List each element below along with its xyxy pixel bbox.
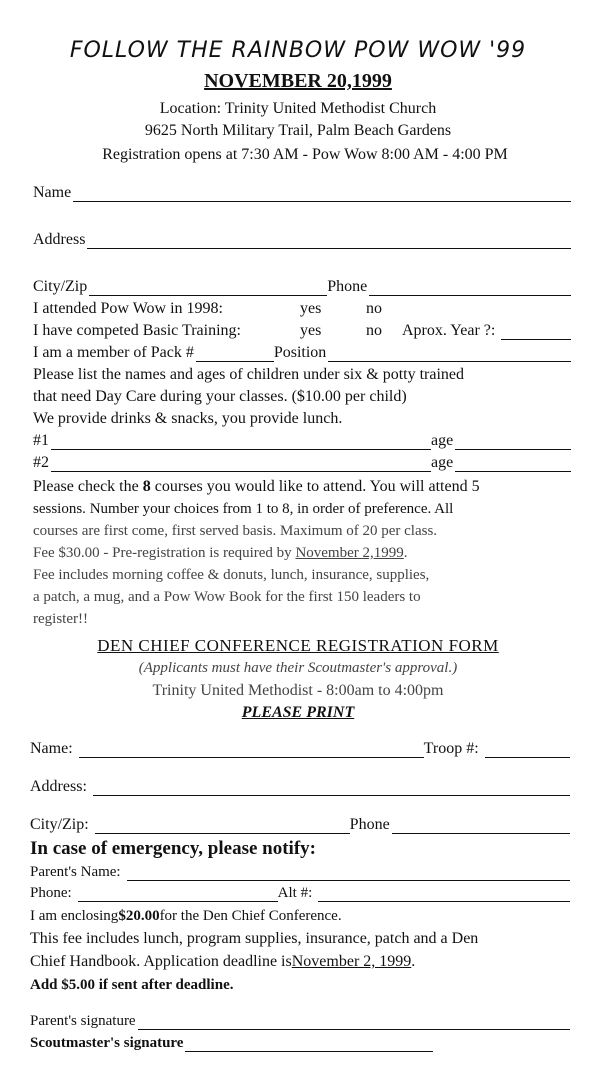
children-text-2: that need Day Care during your classes. ($10.00 per child) bbox=[33, 388, 407, 405]
courses-line-2: sessions. Number your choices from 1 to 8, in order of preference. All bbox=[33, 501, 454, 517]
drinks-text: We provide drinks & snacks, you provide lunch. bbox=[33, 410, 343, 427]
event-date: NOVEMBER 20,1999 bbox=[204, 70, 392, 92]
courses-line-7: register!! bbox=[33, 611, 88, 627]
basic-training-no[interactable]: no bbox=[366, 322, 382, 339]
city-zip-label: City/Zip bbox=[33, 278, 88, 295]
dc-phone2-field[interactable] bbox=[78, 887, 278, 902]
child1-age-label: age bbox=[431, 432, 454, 449]
alt-label: Alt #: bbox=[277, 885, 313, 901]
den-chief-place: Trinity United Methodist - 8:00am to 4:00pm bbox=[152, 682, 444, 699]
city-zip-field[interactable] bbox=[89, 281, 327, 296]
address-text: 9625 North Military Trail, Palm Beach Gardens bbox=[144, 122, 452, 139]
child2-label: #2 bbox=[33, 454, 49, 471]
dc-phone-field[interactable] bbox=[392, 819, 570, 834]
basic-training-label: I have competed Basic Training: bbox=[33, 322, 241, 339]
aprox-year-label: Aprox. Year ?: bbox=[402, 322, 496, 339]
troop-label: Troop #: bbox=[423, 740, 479, 757]
den-chief-title: DEN CHIEF CONFERENCE REGISTRATION FORM bbox=[97, 636, 499, 655]
child1-age-field[interactable] bbox=[455, 435, 571, 450]
pow-wow-form bbox=[33, 180, 571, 472]
dc-name-label: Name: bbox=[30, 740, 73, 757]
fee-text-2: Chief Handbook. Application deadline is November 2, 1999 . bbox=[30, 953, 416, 970]
parent-name-label: Parent's Name: bbox=[30, 864, 121, 880]
parent-signature-label: Parent's signature bbox=[30, 1013, 136, 1029]
child2-name-field[interactable] bbox=[51, 457, 431, 472]
times-text: Registration opens at 7:30 AM - Pow Wow 8:00 AM - 4:00 PM bbox=[102, 146, 508, 163]
dc-name-field[interactable] bbox=[79, 743, 424, 758]
name-label: Name bbox=[33, 184, 72, 201]
dc-address-label: Address: bbox=[30, 778, 87, 795]
name-field[interactable] bbox=[73, 187, 571, 202]
courses-line-1: Please check the 8 courses you would like to attend. You will attend 5 bbox=[33, 478, 480, 495]
dc-address-field[interactable] bbox=[93, 781, 570, 796]
alt-field[interactable] bbox=[318, 887, 570, 902]
dc-city-zip-label: City/Zip: bbox=[30, 816, 89, 833]
aprox-year-field[interactable] bbox=[501, 325, 571, 340]
courses-section bbox=[33, 476, 578, 630]
scoutmaster-signature-label: Scoutmaster's signature bbox=[30, 1035, 184, 1051]
courses-line-3: courses are first come, first served basis. Maximum of 20 per class. bbox=[33, 523, 438, 539]
phone-label: Phone bbox=[327, 278, 368, 295]
troop-field[interactable] bbox=[485, 743, 570, 758]
position-field[interactable] bbox=[328, 347, 571, 362]
approval-note: (Applicants must have their Scoutmaster's approval.) bbox=[138, 660, 458, 676]
child1-label: #1 bbox=[33, 432, 49, 449]
position-label: Position bbox=[273, 344, 327, 361]
courses-line-4: Fee $30.00 - Pre-registration is required by November 2,1999. bbox=[33, 545, 408, 561]
courses-line-5: Fee includes morning coffee & donuts, lunch, insurance, supplies, bbox=[33, 567, 430, 583]
pack-field[interactable] bbox=[196, 347, 274, 362]
dc-phone2-label: Phone: bbox=[30, 885, 72, 901]
parent-name-field[interactable] bbox=[127, 866, 570, 881]
attended-no[interactable]: no bbox=[366, 300, 382, 317]
child1-name-field[interactable] bbox=[51, 435, 431, 450]
pack-label: I am a member of Pack # bbox=[33, 344, 194, 361]
fee-text-1: This fee includes lunch, program supplies, insurance, patch and a Den bbox=[30, 930, 479, 947]
page-title: FOLLOW THE RAINBOW POW WOW '99 bbox=[69, 38, 527, 63]
parent-signature-field[interactable] bbox=[138, 1015, 570, 1030]
scoutmaster-signature-field[interactable] bbox=[185, 1037, 433, 1052]
location-text: Location: Trinity United Methodist Church bbox=[159, 100, 437, 117]
attended-yes[interactable]: yes bbox=[300, 300, 322, 317]
children-text-1: Please list the names and ages of children under six & potty trained bbox=[33, 366, 464, 383]
basic-training-yes[interactable]: yes bbox=[300, 322, 322, 339]
child2-age-field[interactable] bbox=[455, 457, 571, 472]
child2-age-label: age bbox=[431, 454, 454, 471]
courses-line-6: a patch, a mug, and a Pow Wow Book for the first 150 leaders to bbox=[33, 589, 421, 605]
please-print: PLEASE PRINT bbox=[241, 704, 355, 721]
late-fee-text: Add $5.00 if sent after deadline. bbox=[30, 977, 234, 993]
attended-label: I attended Pow Wow in 1998: bbox=[33, 300, 223, 317]
den-chief-form bbox=[30, 736, 570, 1052]
emergency-heading: In case of emergency, please notify: bbox=[30, 838, 316, 859]
enclosing-text: I am enclosing $20.00 for the Den Chief Conference. bbox=[30, 908, 342, 924]
dc-phone-label: Phone bbox=[349, 816, 390, 833]
dc-city-zip-field[interactable] bbox=[95, 819, 350, 834]
address-label: Address bbox=[33, 231, 86, 248]
phone-field[interactable] bbox=[369, 281, 571, 296]
address-field[interactable] bbox=[87, 234, 571, 249]
